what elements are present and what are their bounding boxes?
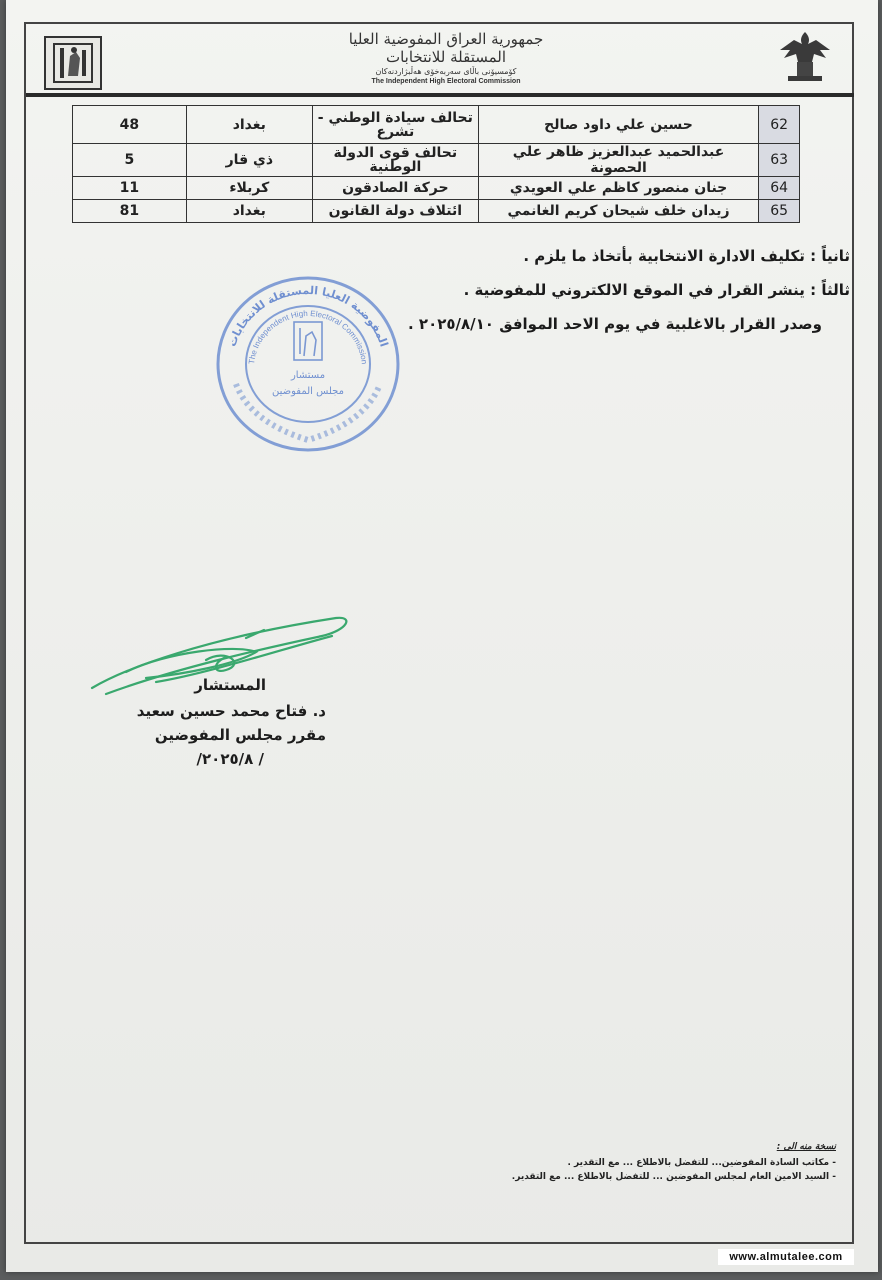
issued-statement: وصدر القرار بالاغلبية في يوم الاحد الموافق ٢٠٢٥/٨/١٠ . xyxy=(408,315,822,333)
document-page xyxy=(6,0,878,1272)
party-name: تحالف قوى الدولة الوطنية xyxy=(312,144,478,177)
candidate-name: عبدالحميد عبدالعزيز ظاهر علي الحصونة xyxy=(478,144,759,177)
province: كربلاء xyxy=(186,177,312,200)
commission-logo-icon xyxy=(44,36,102,90)
party-name: ائتلاف دولة القانون xyxy=(312,200,478,223)
signatory-date: / ٢٠٢٥/٨/ xyxy=(196,750,264,768)
commission-name-english: The Independent High Electoral Commission xyxy=(371,78,521,85)
clause-second: ثانياً : تكليف الادارة الانتخابية بأتخاذ ما يلزم . xyxy=(523,247,850,265)
row-number: 62 xyxy=(759,106,800,144)
stamp-inner-line1: مستشار xyxy=(290,370,326,381)
signatory-block xyxy=(106,676,326,774)
signatory-role: مقرر مجلس المفوضين xyxy=(154,726,326,744)
party-name: حركة الصادقون xyxy=(312,177,478,200)
party-name: تحالف سيادة الوطني - تشرع xyxy=(312,106,478,144)
svg-text:The Independent High Electoral xyxy=(247,309,369,365)
iraq-emblem-icon xyxy=(774,28,836,86)
official-stamp xyxy=(210,272,406,456)
commission-name-arabic: جمهورية العراق المفوضية العليا المستقلة للانتخابات xyxy=(348,30,544,66)
row-number: 63 xyxy=(759,144,800,177)
stamp-outer-english: The Independent High Electoral Commission xyxy=(247,308,369,365)
vote-count: 5 xyxy=(73,144,187,177)
row-number: 64 xyxy=(759,177,800,200)
province: ذي قار xyxy=(186,144,312,177)
copy-to-line: - مكاتب السادة المفوضين... للتفضل بالاطلاع ... مع التقدير . xyxy=(567,1158,836,1168)
candidate-name: حسين علي داود صالح xyxy=(478,106,759,144)
stamp-inner-line2: مجلس المفوضين xyxy=(271,386,345,397)
commission-name xyxy=(336,30,556,87)
table-row xyxy=(73,177,800,200)
clause-third: ثالثاً : ينشر القرار في الموقع الالكتروني للمفوضية . xyxy=(463,281,850,299)
table-row xyxy=(73,200,800,223)
row-number: 65 xyxy=(759,200,800,223)
signatory-name: د. فتاح محمد حسين سعيد xyxy=(136,702,326,720)
site-watermark: www.almutalee.com xyxy=(718,1249,854,1265)
copy-to-section xyxy=(416,1142,836,1184)
copy-to-heading: نسخة منه الى : xyxy=(776,1142,836,1152)
copy-to-line: - السيد الامين العام لمجلس المفوضين ... للتفضل بالاطلاع ... مع التقدير. xyxy=(511,1172,836,1182)
signatory-title: المستشار xyxy=(194,676,266,694)
candidate-name: جنان منصور كاظم علي العويدي xyxy=(478,177,759,200)
province: بغداد xyxy=(186,200,312,223)
stamp-outer-arabic: المفوضية العليا المستقلة للانتخابات xyxy=(225,283,391,349)
header-rule xyxy=(26,93,854,97)
vote-count: 11 xyxy=(73,177,187,200)
commission-name-kurdish: کۆمسیۆنی باڵای سەربەخۆی هەڵبژاردنەکان xyxy=(375,67,517,76)
vote-count: 48 xyxy=(73,106,187,144)
province: بغداد xyxy=(186,106,312,144)
candidate-name: زيدان خلف شيحان كريم الغانمي xyxy=(478,200,759,223)
table-row xyxy=(73,106,800,144)
table-row xyxy=(73,144,800,177)
results-table xyxy=(72,105,800,223)
vote-count: 81 xyxy=(73,200,187,223)
